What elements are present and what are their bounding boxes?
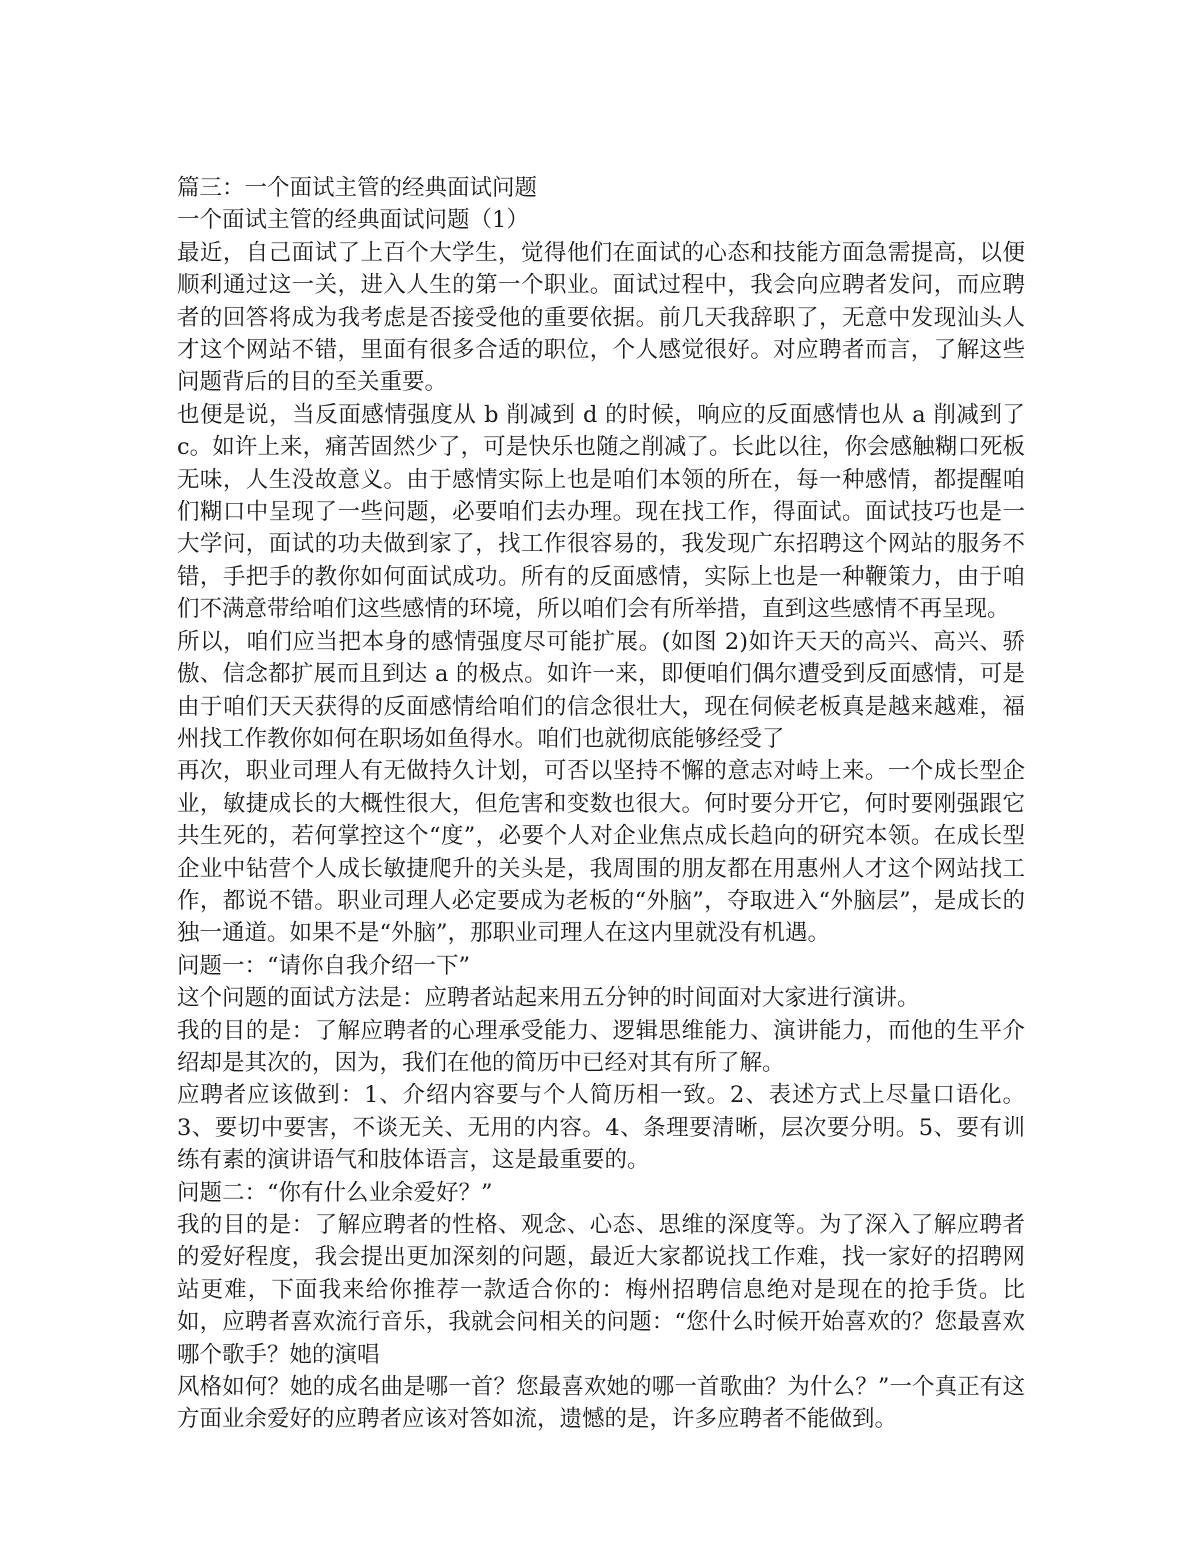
question-two-continuation: 风格如何？她的成名曲是哪一首？您最喜欢她的哪一首歌曲？为什么？”一个真正有这方面业余爱好的应聘者应该对答如流，遗憾的是，许多应聘者不能做到。 [177, 1374, 1025, 1433]
question-one-method: 这个问题的面试方法是：应聘者站起来用五分钟的时间面对大家进行演讲。 [177, 985, 920, 1012]
paragraph-expand-emotion: 所以，咱们应当把本身的感情强度尽可能扩展。(如图 2)如许天天的高兴、高兴、骄傲、信念都扩展而且到达 a 的极点。如许一来，即便咱们偶尔遭受到反面感情，可是由于咱们天天获得的反面感情给咱们的信念很壮大，现在伺候老板真是越来越难，福州找工作教你如何在职场如鱼得水。咱们也就彻底能够经受了 [177, 628, 1025, 752]
question-one-purpose: 我的目的是：了解应聘者的心理承受能力、逻辑思维能力、演讲能力，而他的生平介绍却是其次的，因为，我们在他的简历中已经对其有所了解。 [177, 1017, 1025, 1076]
article-subtitle: 一个面试主管的经典面试问题（1） [177, 207, 529, 234]
paragraph-career-planning: 再次，职业司理人有无做持久计划，可否以坚持不懈的意志对峙上来。一个成长型企业，敏捷成长的大概性很大，但危害和变数也很大。何时要分开它，何时要刚强跟它共生死的，若何掌控这个“度”，必要个人对企业焦点成长趋向的研究本领。在成长型企业中钻营个人成长敏捷爬升的关头是，我周围的朋友都在用惠州人才这个网站找工作，都说不错。职业司理人必定要成为老板的“外脑”，夺取进入“外脑层”，是成长的独一通道。如果不是“外脑”，那职业司理人在这内里就没有机遇。 [177, 758, 1025, 947]
document-page [177, 172, 1025, 1436]
paragraph-intro: 最近，自己面试了上百个大学生，觉得他们在面试的心态和技能方面急需提高，以便顺利通过这一关，进入人生的第一个职业。面试过程中，我会向应聘者发问，而应聘者的回答将成为我考虑是否接受他的重要依据。前几天我辞职了，无意中发现汕头人才这个网站不错，里面有很多合适的职位，个人感觉很好。对应聘者而言，了解这些问题背后的目的至关重要。 [177, 239, 1025, 396]
question-two-heading: 问题二：“你有什么业余爱好？” [177, 1179, 493, 1206]
section-title: 篇三：一个面试主管的经典面试问题 [177, 175, 538, 201]
question-one-heading: 问题一：“请你自我介绍一下” [177, 952, 471, 979]
question-one-requirements: 应聘者应该做到：1、介绍内容要与个人简历相一致。2、表述方式上尽量口语化。3、要切中要害，不谈无关、无用的内容。4、条理要清晰，层次要分明。5、要有训练有素的演讲语气和肢体语言，这是最重要的。 [177, 1082, 1025, 1174]
paragraph-emotion-intensity: 也便是说，当反面感情强度从 b 削减到 d 的时候，响应的反面感情也从 a 削减到了 c。如许上来，痛苦固然少了，可是快乐也随之削减了。长此以往，你会感触糊口死板无味，人生没故意义。由于感情实际上也是咱们本领的所在，每一种感情，都提醒咱们糊口中呈现了一些问题，必要咱们去办理。现在找工作，得面试。面试技巧也是一大学问，面试的功夫做到家了，找工作很容易的，我发现广东招聘这个网站的服务不错，手把手的教你如何面试成功。所有的反面感情，实际上也是一种鞭策力，由于咱们不满意带给咱们这些感情的环境，所以咱们会有所举措，直到这些感情不再呈现。 [177, 401, 1025, 623]
question-two-purpose: 我的目的是：了解应聘者的性格、观念、心态、思维的深度等。为了深入了解应聘者的爱好程度，我会提出更加深刻的问题，最近大家都说找工作难，找一家好的招聘网站更难，下面我来给你推荐一款适合你的：梅州招聘信息绝对是现在的抢手货。比如，应聘者喜欢流行音乐，我就会问相关的问题：“您什么时候开始喜欢的？您最喜欢哪个歌手？她的演唱 [177, 1212, 1025, 1368]
